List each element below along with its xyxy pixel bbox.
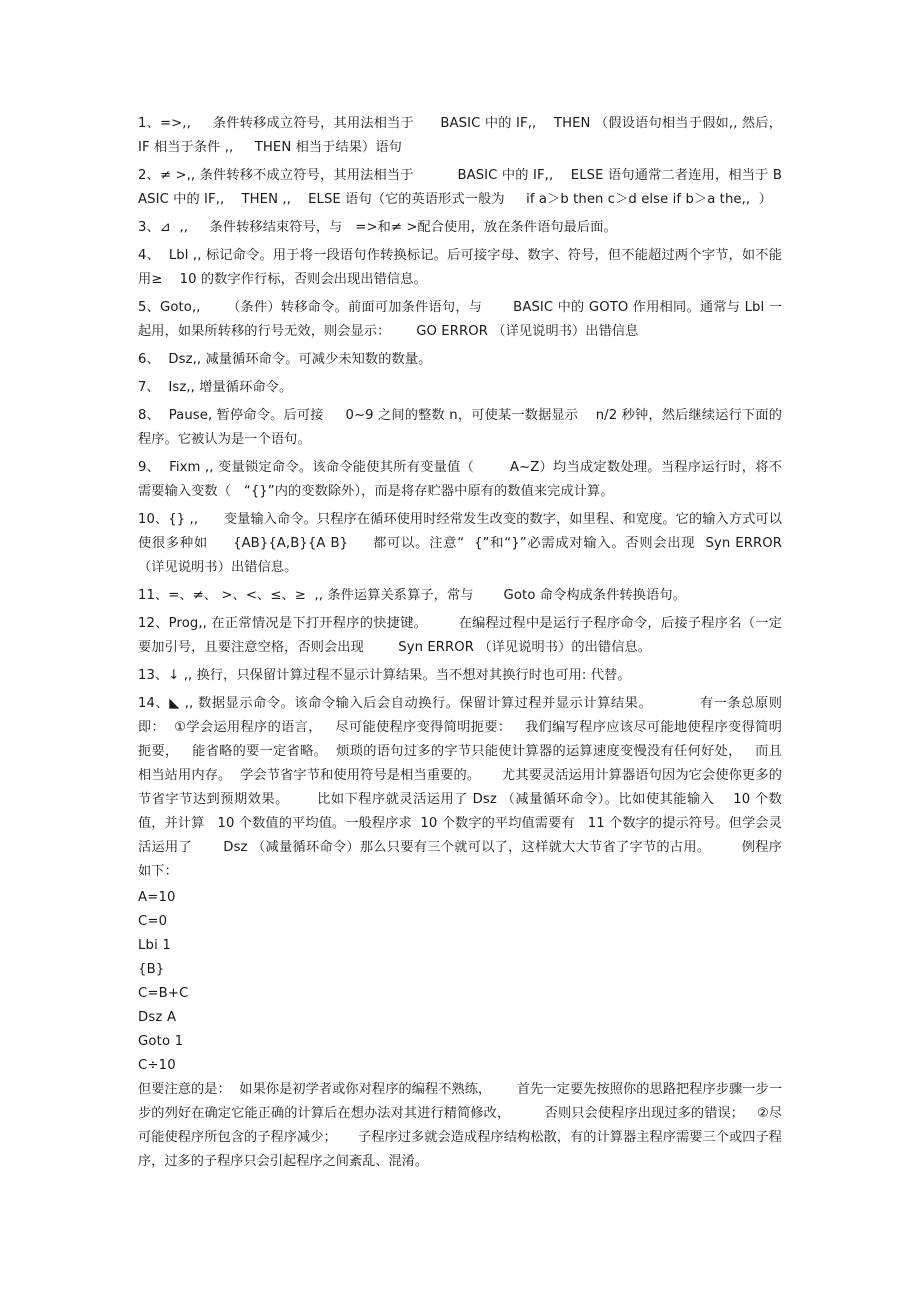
- command-entry-10: 10、{} ,, 变量输入命令。只程序在循环使用时经常发生改变的数字，如里程、和宽度。它的输入方式可以使很多种如 {AB}{A,B}{A B} 都可以。注意“ {”和“}”必需成对输入。否则会出现 Syn ERROR （详见说明书）出错信息。: [138, 512, 787, 575]
- command-entry-6: 6、 Dsz,, 减量循环命令。可减少未知数的数量。: [138, 352, 432, 367]
- program-line: Goto 1: [138, 1034, 184, 1049]
- command-entry-13: 13、↓ ,, 换行，只保留计算过程不显示计算结果。当不想对其换行时也可用: 代替。: [138, 668, 631, 683]
- program-line: {B}: [138, 962, 165, 977]
- program-line: A=10: [138, 890, 176, 905]
- command-entry-7: 7、 Isz,, 增量循环命令。: [138, 380, 293, 395]
- command-entry-5: 5、Goto,, （条件）转移命令。前面可加条件语句，与 BASIC 中的 GOTO 作用相同。通常与 Lbl 一起用，如果所转移的行号无效，则会显示： GO ERROR （详见说明书）出错信息: [138, 300, 782, 339]
- command-entry-2: 2、≠ >,, 条件转移不成立符号，其用法相当于 BASIC 中的 IF,, ELSE 语句通常二者连用，相当于 BASIC 中的 IF,, THEN ,, ELSE 语句（它的英语形式一般为 if a＞b then c＞d else if b＞a the,, ）: [138, 168, 782, 207]
- command-entry-11: 11、=、≠、 >、<、≤、≥ ,, 条件运算关系算子，常与 Goto 命令构成条件转换语句。: [138, 588, 686, 603]
- command-entry-3: 3、⊿ ,, 条件转移结束符号，与 =>和≠ >配合使用，放在条件语句最后面。: [138, 220, 617, 235]
- program-line: Dsz A: [138, 1010, 177, 1025]
- document-body: [138, 112, 804, 1174]
- command-entry-9: 9、 Fixm ,, 变量锁定命令。该命令能使其所有变量值（ A~Z）均当成定数处理。当程序运行时，将不需要输入变数（ “{}”内的变数除外），而是将存贮器中原有的数值来完成计算。: [138, 460, 782, 499]
- command-entry-4: 4、 Lbl ,, 标记命令。用于将一段语句作转换标记。后可接字母、数字、符号，但不能超过两个字节，如不能用≥ 10 的数字作行标，否则会出现出错信息。: [138, 248, 782, 287]
- command-entry-12: 12、Prog,, 在正常情况是下打开程序的快捷键。 在编程过程中是运行子程序命令，后接子程序名（一定要加引号，且要注意空格，否则会出现 Syn ERROR （详见说明书）的出错信息。: [138, 616, 782, 655]
- command-entry-8: 8、 Pause, 暂停命令。后可接 0~9 之间的整数 n，可使某一数据显示 n/2 秒钟，然后继续运行下面的程序。它被认为是一个语句。: [138, 408, 782, 447]
- closing-note: 但要注意的是： 如果你是初学者或你对程序的编程不熟练， 首先一定要先按照你的思路把程序步骤一步一步的列好在确定它能正确的计算后在想办法对其进行精简修改， 否则只会使程序出现过多的错误； ②尽可能使程序所包含的子程序减少； 子程序过多就会造成程序结构松散，有的计算器主程序需要三个或四子程序，过多的子程序只会引起程序之间紊乱、混淆。: [138, 1082, 782, 1169]
- command-entry-1: 1、=>,, 条件转移成立符号，其用法相当于 BASIC 中的 IF,, THEN （假设语句相当于假如,, 然后， IF 相当于条件 ,, THEN 相当于结果）语句: [138, 116, 804, 155]
- program-line: C=B+C: [138, 986, 189, 1001]
- example-program-listing: [138, 886, 782, 1078]
- command-entry-14: 14、◣ ,, 数据显示命令。该命令输入后会自动换行。保留计算过程并显示计算结果。 有一条总原则即： ①学会运用程序的语言， 尽可能使程序变得简明扼要： 我们编写程序应该尽可能地使程序变得简明扼要， 能省略的要一定省略。 烦琐的语句过多的字节只能使计算器的运算速度变慢没有任何好处， 而且相当站用内存。 学会节省字节和使用符号是相当重要的。 尤其要灵活运用计算器语句因为它会使你更多的节省字节达到预期效果。 比如下程序就灵活运用了 Dsz （减量循环命令）。比如使其能输入 10 个数值，并计算 10 个数值的平均值。一般程序求 10 个数字的平均值需要有 11 个数字的提示符号。但学会灵活运用了 Dsz （减量循环命令）那么只要有三个就可以了，这样就大大节省了字节的占用。 例程序如下：: [138, 696, 782, 879]
- program-line: C=0: [138, 914, 168, 929]
- program-line: Lbi 1: [138, 938, 171, 953]
- program-line: C÷10: [138, 1058, 176, 1073]
